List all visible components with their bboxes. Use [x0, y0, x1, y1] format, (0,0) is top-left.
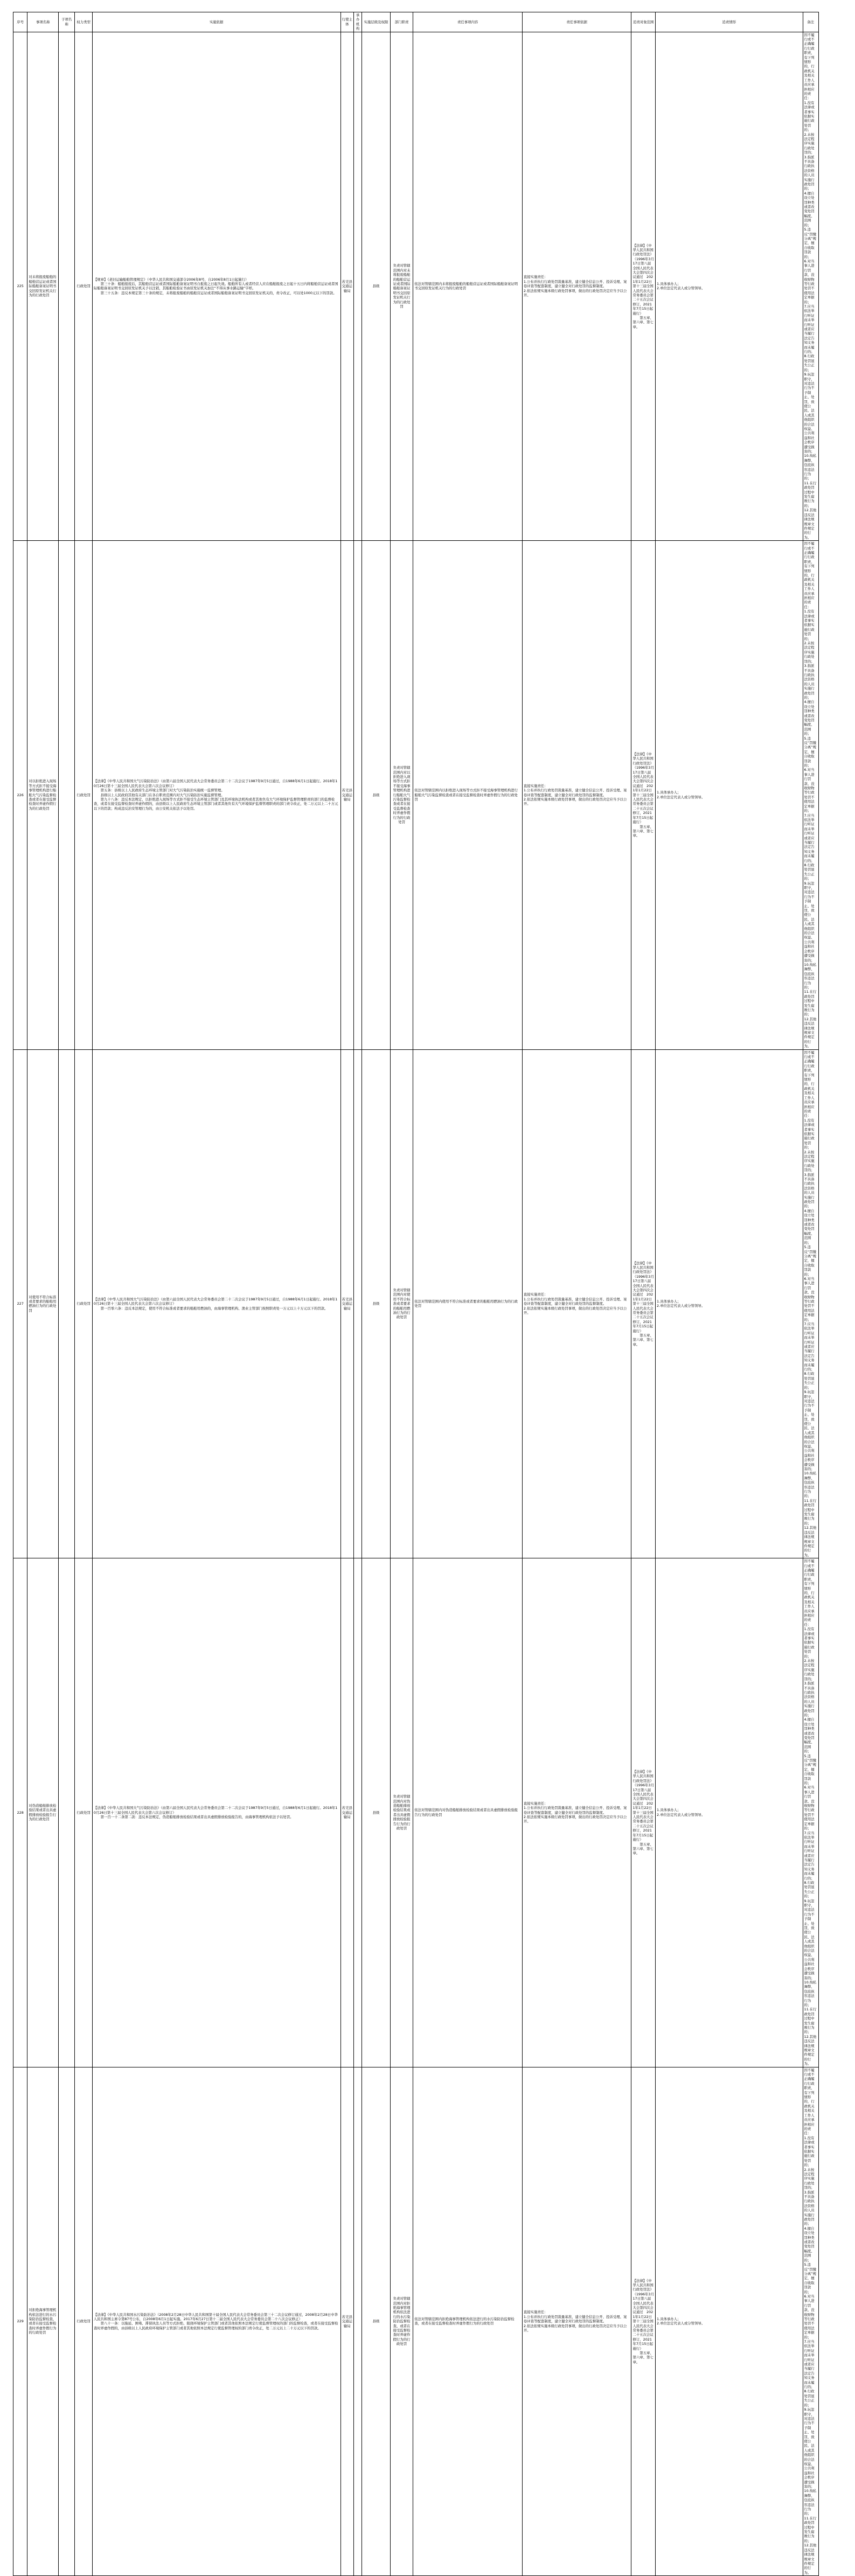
cell-duty: 依法对管辖范围内使用不符合标准或者要求的船舶用燃油行为的行政处罚: [413, 1049, 523, 1558]
header-name: 事项名称: [27, 12, 59, 32]
cell-situation: 因不履行或不正确履行行政职责，有下列情形的，行政机关及相关工作人员应承担相应的责任： 1.没有法律或者事实依据实施行政处罚的； 2.未按法定程序实施行政处罚的； 3.指派不具备行政执法资格的人员实施行政处罚的； 4.擅自设立处罚种类或者改变处罚幅度、范围的； 5.违反“罚缴分离”规定，擅自收取罚款的； 6.对当事人进行罚款、没收财物等行政处罚不使用法定单据的； 7.应当依法举行听证而未举行听证或者应当履行法定告知义务而未履行的； 8.行政处罚显失公正的； 9.玩忽职守，对违法行为不予制止、处罚，致使公民、法人或其他组织的合法权益、公共利益和社会秩序遭受损害的； 10.徇私舞弊、包庇纵容违法行为的； 11.在行政处罚过程中发生腐败行为的； 12.其他违反法律法规规章文件规定的行为。: [803, 541, 819, 1050]
cell-seq: 229: [13, 2067, 27, 2576]
header-sub: 子项名称: [59, 12, 75, 32]
cell-basis: 【法律】《中华人民共和国大气污染防治法》（由第六届全国人民代表大会常务委员会第二十二次会议于1987年9月5日通过，自1988年6月1日起施行。2018年10月26日第十三届全国人民代表大会第六次会议修订） 第一百零六条：违反本法规定，使用不符合标准或者要求的船舶用燃油的，由海事管理机构、渔业主管部门按照职责处一万元以上十万元以下的罚款。: [92, 1049, 340, 1558]
cell-seq: 227: [13, 1049, 27, 1558]
cell-name: 对伪造船舶排放检验结果或者出具虚假排放检验报告行为的行政处罚: [27, 1558, 59, 2067]
cell-name: 对拒绝海事管理机构依法进行的水污染防治监督检查，或者在接受监督检查时弄虚作假行为的行政处罚: [27, 2067, 59, 2576]
cell-duty: 依法对管辖范围内以拒绝进入现场等方式拒不接受海事管理机构进行船舶大气污染监督检查或者在接受监督检查时弄虚作假行为的行政处罚: [413, 541, 523, 1050]
cell-sub: [59, 1558, 75, 2067]
table-row: [13, 2067, 819, 2576]
header-duty: 部门职责: [390, 12, 413, 32]
header-situation: 追责情形: [656, 12, 803, 32]
cell-level: 县级: [362, 1558, 391, 2067]
cell-situation: 因不履行或不正确履行行政职责，有下列情形的，行政机关及相关工作人员应承担相应的责任： 1.没有法律或者事实依据实施行政处罚的； 2.未按法定程序实施行政处罚的； 3.指派不具备行政执法资格的人员实施行政处罚的； 4.擅自设立处罚种类或者改变处罚幅度、范围的； 5.违反“罚缴分离”规定，擅自收取罚款的； 6.对当事人进行罚款、没收财物等行政处罚不使用法定单据的； 7.应当依法举行听证而未举行听证或者应当履行法定告知义务而未履行的； 8.行政处罚显失公正的； 9.玩忽职守，对违法行为不予制止、处罚，致使公民、法人或其他组织的合法权益、公共利益和社会秩序遭受损害的； 10.徇私舞弊、包庇纵容违法行为的； 11.在行政处罚过程中发生腐败行为的； 12.其他违反法律法规规章文件规定的行为。: [803, 2067, 819, 2576]
cell-type: 行政处罚: [75, 2067, 92, 2576]
cell-type: 行政处罚: [75, 541, 92, 1050]
cell-resp-basis: 【法律】《中华人民共和国行政处罚法》（1996年3月17日第八届全国人民代表大会第四次会议通过 2021年1月22日第十三届全国人民代表大会常务委员会第二十五次会议修订，2021年7月15日起施行） 第五章、第六章、第七章。: [631, 2067, 656, 2576]
cell-resp: 直接实施责任： 1.公布并执行行政处罚裁量基准，建立健全信息公开、投诉受理、案卷评查等配套制度，建立健全对行政处罚的监督制度。 2.依法依规实施本级行政处罚事项，做出的行政处罚决定应当予以公开。: [522, 1049, 631, 1558]
cell-resp-basis: 【法律】《中华人民共和国行政处罚法》（1996年3月17日第八届全国人民代表大会第四次会议通过 2021年1月22日第十三届全国人民代表大会常务委员会第二十五次会议修订，2021年7月15日起施行） 第五章、第六章、第七章。: [631, 1558, 656, 2067]
cell-level: 县级: [362, 541, 391, 1050]
header-resp: 责任事项内容: [413, 12, 523, 32]
header-resp-basis: 责任事项依据: [522, 12, 631, 32]
cell-level: 县级: [362, 32, 391, 541]
cell-situation: 因不履行或不正确履行行政职责，有下列情形的，行政机关及相关工作人员应承担相应的责任： 1.没有法律或者事实依据实施行政处罚的； 2.未按法定程序实施行政处罚的； 3.指派不具备行政执法资格的人员实施行政处罚的； 4.擅自设立处罚种类或者改变处罚幅度、范围的； 5.违反“罚缴分离”规定，擅自收取罚款的； 6.对当事人进行罚款、没收财物等行政处罚不使用法定单据的； 7.应当依法举行听证而未举行听证或者应当履行法定告知义务而未履行的； 8.行政处罚显失公正的； 9.玩忽职守，对违法行为不予制止、处罚，致使公民、法人或其他组织的合法权益、公共利益和社会秩序遭受损害的； 10.徇私舞弊、包庇纵容违法行为的； 11.在行政处罚过程中发生腐败行为的； 12.其他违反法律法规规章文件规定的行为。: [803, 1049, 819, 1558]
table-row: [13, 541, 819, 1050]
cell-scope: 负责对管辖范围内对使用不符合标准或者要求的船舶用燃油行为的行政处罚: [390, 1049, 413, 1558]
cell-duty: 依法对管辖范围内对伪造船舶排放检验结果或者出具虚假排放检验报告行为的行政处罚: [413, 1558, 523, 2067]
cell-subject: 若羌县交通运输局: [340, 541, 353, 1050]
header-seq: 序号: [13, 12, 27, 32]
cell-resp-basis: 【法律】《中华人民共和国行政处罚法》（1996年3月17日第八届全国人民代表大会第四次会议通过 2021年1月22日第十三届全国人民代表大会常务委员会第二十五次会议修订，2021年7月15日起施行） 第五章、第六章、第七章。: [631, 541, 656, 1050]
table-row: [13, 1558, 819, 2067]
cell-seq: 226: [13, 541, 27, 1050]
cell-resp-basis: 【法律】《中华人民共和国行政处罚法》（1996年3月17日第八届全国人民代表大会第四次会议通过 2021年1月22日第十三届全国人民代表大会常务委员会第二十五次会议修订，2021年7月15日起施行） 第五章、第六章、第七章。: [631, 32, 656, 541]
cell-sub: [59, 1049, 75, 1558]
cell-type: 行政处罚: [75, 32, 92, 541]
header-row: [13, 12, 819, 32]
cell-name: 对使用不符合标准或者要求的船舶用燃油行为的行政处罚: [27, 1049, 59, 1558]
cell-scope: 负责对管辖范围内对以拒绝进入现场等方式拒不接受海事管理机构进行船舶大气污染监督检查或者在接受监督检查时弄虚作假行为的行政处罚: [390, 541, 413, 1050]
cell-resp: 直接实施责任： 1.公布并执行行政处罚裁量基准，建立健全信息公开、投诉受理、案卷评查等配套制度，建立健全对行政处罚的监督制度。 2.依法依规实施本级行政处罚事项，做出的行政处罚决定应当予以公开。: [522, 541, 631, 1050]
cell-org: [353, 2067, 362, 2576]
cell-name: 对以拒绝进入现场等方式拒不接受海事管理机构进行船舶大气污染监督检查或者在接受监督检查时弄虚作假行为的行政处罚: [27, 541, 59, 1050]
cell-target: 1.具体承办人； 2.单位法定代表人或分管领导。: [656, 2067, 803, 2576]
table-row: [13, 1049, 819, 1558]
cell-subject: 若羌县交通运输局: [340, 1049, 353, 1558]
cell-scope: 负责对管辖范围内对伪造船舶排放检验结果或者出具虚假排放检验报告行为的行政处罚: [390, 1558, 413, 2067]
table-row: [13, 32, 819, 541]
cell-level: 县级: [362, 2067, 391, 2576]
cell-basis: 【法律】《中华人民共和国水污染防治法》（2008年2月28日中华人民共和国第十届全国人民代表大会常务委员会第三十二次会议修订通过，2008年2月28日中华人民共和国主席令第87号公布，自2008年6月1日起实施。2017年6月27日第十二届全国人民代表大会常务委员会第二十八次会议修正） 第八十一条：以拖延、围堵、滞留执法人员等方式拒绝、阻挠环境保护主管部门或者其他依照本法规定行使监督管理权的部门的监督检查，或者在接受监督检查时弄虚作假的，由县级以上人民政府环境保护主管部门或者其他依照本法规定行使监督管理权的部门责令改正，处二万元以上二十万元以下的罚款。: [92, 2067, 340, 2576]
cell-type: 行政处罚: [75, 1558, 92, 2067]
cell-resp-basis: 【法律】《中华人民共和国行政处罚法》（1996年3月17日第八届全国人民代表大会第四次会议通过 2021年1月22日第十三届全国人民代表大会常务委员会第二十五次会议修订，2021年7月15日起施行） 第五章、第六章、第七章。: [631, 1049, 656, 1558]
header-note: 备注: [803, 12, 819, 32]
header-type: 权力类型: [75, 12, 92, 32]
cell-duty: 依法对管辖范围内未将报废船舶的船舶营运证或者国际船舶备案证明书交回原发证机关行为的行政处罚: [413, 32, 523, 541]
cell-basis: 【法律】《中华人民共和国大气污染防治法》（由第六届全国人民代表大会常务委员会第二十二次会议于1987年9月5日通过，自1988年6月1日起施行。2018年10月26日第十三届全国人民代表大会第六次会议修订） 第一百一十二条第二款：违反本法规定，伪造船舶排放检验结果或者出具虚假排放检验报告的，由海事管理机构依法予以处罚。: [92, 1558, 340, 2067]
cell-scope: 负责对管辖范围内对未将报废船舶的船舶营运证或者国际船舶备案证明书交回原发证机关行为的行政处罚: [390, 32, 413, 541]
cell-org: [353, 1049, 362, 1558]
cell-resp: 直接实施责任： 1.公布并执行行政处罚裁量基准，建立健全信息公开、投诉受理、案卷评查等配套制度，建立健全对行政处罚的监督制度。 2.依法依规实施本级行政处罚事项，做出的行政处罚决定应当予以公开。: [522, 2067, 631, 2576]
cell-type: 行政处罚: [75, 1049, 92, 1558]
cell-duty: 依法对管辖范围内拒绝海事管理机构依法进行的水污染防治监督检查，或者在接受监督检查时弄虚作假行为的行政处罚: [413, 2067, 523, 2576]
cell-level: 县级: [362, 1049, 391, 1558]
responsibility-table: [13, 12, 819, 2576]
cell-target: 1.具体承办人； 2.单位法定代表人或分管领导。: [656, 541, 803, 1050]
cell-resp: 直接实施责任： 1.公布并执行行政处罚裁量基准，建立健全信息公开、投诉受理、案卷评查等配套制度，建立健全对行政处罚的监督制度。 2.依法依规实施本级行政处罚事项，做出的行政处罚决定应当予以公开。: [522, 32, 631, 541]
cell-target: 1.具体承办人； 2.单位法定代表人或分管领导。: [656, 1558, 803, 2067]
cell-target: 1.具体承办人； 2.单位法定代表人或分管领导。: [656, 1049, 803, 1558]
cell-sub: [59, 2067, 75, 2576]
header-subject: 行使主体: [340, 12, 353, 32]
cell-org: [353, 541, 362, 1050]
cell-subject: 若羌县交通运输局: [340, 2067, 353, 2576]
cell-seq: 228: [13, 1558, 27, 2067]
cell-situation: 因不履行或不正确履行行政职责，有下列情形的，行政机关及相关工作人员应承担相应的责任： 1.没有法律或者事实依据实施行政处罚的； 2.未按法定程序实施行政处罚的； 3.指派不具备行政执法资格的人员实施行政处罚的； 4.擅自设立处罚种类或者改变处罚幅度、范围的； 5.违反“罚缴分离”规定，擅自收取罚款的； 6.对当事人进行罚款、没收财物等行政处罚不使用法定单据的； 7.应当依法举行听证而未举行听证或者应当履行法定告知义务而未履行的； 8.行政处罚显失公正的； 9.玩忽职守，对违法行为不予制止、处罚，致使公民、法人或其他组织的合法权益、公共利益和社会秩序遭受损害的； 10.徇私舞弊、包庇纵容违法行为的； 11.在行政处罚过程中发生腐败行为的； 12.其他违反法律法规规章文件规定的行为。: [803, 1558, 819, 2067]
cell-sub: [59, 32, 75, 541]
cell-org: [353, 1558, 362, 2067]
cell-resp: 直接实施责任： 1.公布并执行行政处罚裁量基准，建立健全信息公开、投诉受理、案卷评查等配套制度，建立健全对行政处罚的监督制度。 2.依法依规实施本级行政处罚事项，做出的行政处罚决定应当予以公开。: [522, 1558, 631, 2067]
header-level: 实施层级及权限: [362, 12, 391, 32]
cell-subject: 若羌县交通运输局: [340, 1558, 353, 2067]
cell-sub: [59, 541, 75, 1050]
cell-org: [353, 32, 362, 541]
cell-seq: 225: [13, 32, 27, 541]
cell-name: 对未将报废船舶的船舶营运证或者国际船舶备案证明书交回原发证机关行为的行政处罚: [27, 32, 59, 541]
cell-scope: 负责对管辖范围内对拒绝海事管理机构依法进行的水污染防治监督检查，或者在接受监督检查时弄虚作假行为的行政处罚: [390, 2067, 413, 2576]
cell-subject: 若羌县交通运输局: [340, 32, 353, 541]
cell-basis: 【法律】《中华人民共和国大气污染防治法》（由第六届全国人民代表大会常务委员会第二十二次会议于1987年9月5日通过，自1988年6月1日起施行。2018年10月26日第十三届全国人民代表大会第六次会议修订） 第五条：县级以上人民政府生态环境主管部门对大气污染防治实施统一监督管理。 县级以上人民政府其他有关部门在各自职责范围内对大气污染防治实施监督管理。 第九十八条：违反本法规定，以拒绝进入现场等方式拒不接受生态环境主管部门及其环境执法机构或者其他负有大气环境保护监督管理职责的部门的监督检查，或者在接受监督检查时弄虚作假的，由县级以上人民政府生态环境主管部门或者其他负有大气环境保护监督管理职责的部门责令改正，处二万元以上二十万元以下的罚款；构成违反治安管理行为的，由公安机关依法予以处罚。: [92, 541, 340, 1050]
cell-basis: 【规章】《老旧运输船舶管理规定》（中华人民共和国交通部令2006年8号，自2006年8月1日起施行） 第三十条：船舶报废后，其船舶营运证或者国际船舶备案证明书自报废之日起失效。船舶所有人或者经营人应在船舶报废之日起十五日内将船舶营运证或者国际船舶备案证明书交回原发证机关予以注销，其船舶检验证书由原发证机关加注“不得从事水路运输”字样。 第三十五条：违反本规定第三十条的规定，未将报废船舶的船舶营运证或者国际船舶备案证明书交回原发证机关的，责令改正，可以处1000元以下的罚款。: [92, 32, 340, 541]
header-org: 承办机构: [353, 12, 362, 32]
cell-target: 1.具体承办人； 2.单位法定代表人或分管领导。: [656, 32, 803, 541]
cell-situation: 因不履行或不正确履行行政职责，有下列情形的，行政机关及相关工作人员应承担相应的责任： 1.没有法律或者事实依据实施行政处罚的； 2.未按法定程序实施行政处罚的； 3.指派不具备行政执法资格的人员实施行政处罚的； 4.擅自设立处罚种类或者改变处罚幅度、范围的； 5.违反“罚缴分离”规定，擅自收取罚款的； 6.对当事人进行罚款、没收财物等行政处罚不使用法定单据的； 7.应当依法举行听证而未举行听证或者应当履行法定告知义务而未履行的； 8.行政处罚显失公正的； 9.玩忽职守，对违法行为不予制止、处罚，致使公民、法人或其他组织的合法权益、公共利益和社会秩序遭受损害的； 10.徇私舞弊、包庇纵容违法行为的； 11.在行政处罚过程中发生腐败行为的； 12.其他违反法律法规规章文件规定的行为。: [803, 32, 819, 541]
header-target: 追责对象范围: [631, 12, 656, 32]
header-basis: 实施依据: [92, 12, 340, 32]
